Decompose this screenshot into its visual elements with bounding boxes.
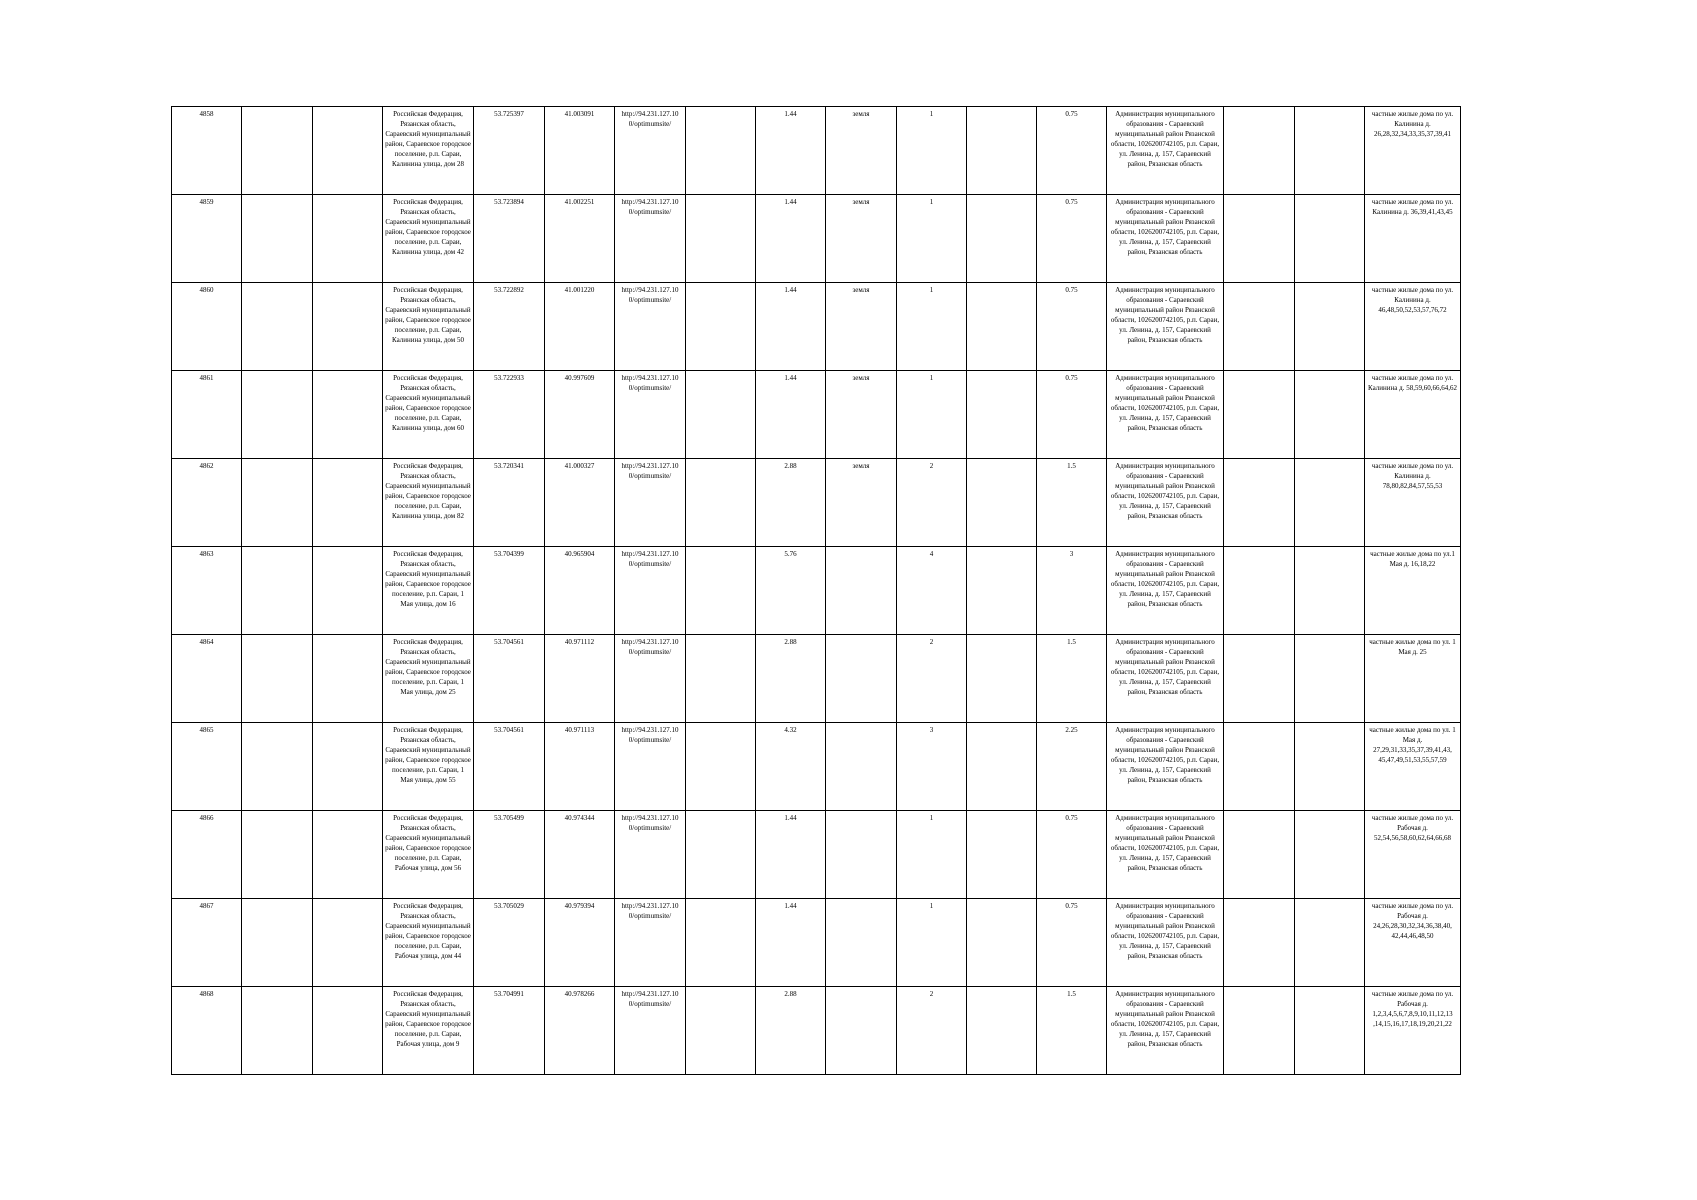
surface-material-cell (826, 723, 897, 811)
longitude-cell: 41.000327 (545, 459, 615, 547)
empty-cell (967, 371, 1037, 459)
container-volume-cell: 0.75 (1037, 195, 1107, 283)
empty-cell (242, 547, 313, 635)
row-id-cell: 4864 (172, 635, 242, 723)
map-url-cell: http://94.231.127.10 0/optimumsite/ (615, 195, 686, 283)
map-url-cell: http://94.231.127.10 0/optimumsite/ (615, 107, 686, 195)
longitude-cell: 41.002251 (545, 195, 615, 283)
longitude-cell: 40.971112 (545, 635, 615, 723)
empty-cell (1224, 459, 1295, 547)
latitude-cell: 53.725397 (474, 107, 545, 195)
container-count-cell: 1 (897, 107, 967, 195)
latitude-cell: 53.722933 (474, 371, 545, 459)
served-buildings-cell: частные жилые дома по ул. 1 Мая д. 25 (1365, 635, 1461, 723)
empty-cell (313, 107, 383, 195)
empty-cell (242, 635, 313, 723)
address-cell: Российская Федерация, Рязанская область, Сараевский муниципальный район, Сараевское городское поселение, р.п. Сараи, Рабочая улица, дом 9 (383, 987, 474, 1075)
empty-cell (967, 459, 1037, 547)
latitude-cell: 53.704399 (474, 547, 545, 635)
container-count-cell: 4 (897, 547, 967, 635)
owner-cell: Администрация муниципального образования - Сараевский муниципальный район Рязанской области, 1026200742105, р.п. Сараи, ул. Ленина, д. 157, Сараевский район, Рязанская область (1107, 987, 1224, 1075)
table-row (172, 987, 1461, 1075)
longitude-cell: 40.965904 (545, 547, 615, 635)
empty-cell (686, 547, 756, 635)
area-cell: 1.44 (756, 283, 826, 371)
empty-cell (686, 283, 756, 371)
row-id-cell: 4867 (172, 899, 242, 987)
container-volume-cell: 1.5 (1037, 459, 1107, 547)
empty-cell (1224, 547, 1295, 635)
container-count-cell: 1 (897, 811, 967, 899)
address-cell: Российская Федерация, Рязанская область, Сараевский муниципальный район, Сараевское городское поселение, р.п. Сараи, Калинина улица, дом 50 (383, 283, 474, 371)
area-cell: 4.32 (756, 723, 826, 811)
container-count-cell: 2 (897, 987, 967, 1075)
area-cell: 2.88 (756, 459, 826, 547)
served-buildings-cell: частные жилые дома по ул. Калинина д. 58,59,60,66,64,62 (1365, 371, 1461, 459)
served-buildings-cell: частные жилые дома по ул. Калинина д. 78,80,82,84,57,55,53 (1365, 459, 1461, 547)
served-buildings-cell: частные жилые дома по ул. Калинина д. 26,28,32,34,33,35,37,39,41 (1365, 107, 1461, 195)
owner-cell: Администрация муниципального образования - Сараевский муниципальный район Рязанской области, 1026200742105, р.п. Сараи, ул. Ленина, д. 157, Сараевский район, Рязанская область (1107, 283, 1224, 371)
address-cell: Российская Федерация, Рязанская область, Сараевский муниципальный район, Сараевское городское поселение, р.п. Сараи, Рабочая улица, дом 56 (383, 811, 474, 899)
empty-cell (1224, 371, 1295, 459)
empty-cell (313, 635, 383, 723)
latitude-cell: 53.705029 (474, 899, 545, 987)
address-cell: Российская Федерация, Рязанская область, Сараевский муниципальный район, Сараевское городское поселение, р.п. Сараи, Калинина улица, дом 60 (383, 371, 474, 459)
row-id-cell: 4868 (172, 987, 242, 1075)
address-cell: Российская Федерация, Рязанская область, Сараевский муниципальный район, Сараевское городское поселение, р.п. Сараи, 1 Мая улица, дом 55 (383, 723, 474, 811)
address-cell: Российская Федерация, Рязанская область, Сараевский муниципальный район, Сараевское городское поселение, р.п. Сараи, Калинина улица, дом 82 (383, 459, 474, 547)
area-cell: 1.44 (756, 899, 826, 987)
area-cell: 2.88 (756, 635, 826, 723)
owner-cell: Администрация муниципального образования - Сараевский муниципальный район Рязанской области, 1026200742105, р.п. Сараи, ул. Ленина, д. 157, Сараевский район, Рязанская область (1107, 107, 1224, 195)
table-row (172, 283, 1461, 371)
empty-cell (1295, 459, 1365, 547)
table-row (172, 195, 1461, 283)
surface-material-cell (826, 635, 897, 723)
empty-cell (686, 811, 756, 899)
empty-cell (1295, 899, 1365, 987)
owner-cell: Администрация муниципального образования - Сараевский муниципальный район Рязанской области, 1026200742105, р.п. Сараи, ул. Ленина, д. 157, Сараевский район, Рязанская область (1107, 195, 1224, 283)
row-id-cell: 4859 (172, 195, 242, 283)
owner-cell: Администрация муниципального образования - Сараевский муниципальный район Рязанской области, 1026200742105, р.п. Сараи, ул. Ленина, д. 157, Сараевский район, Рязанская область (1107, 547, 1224, 635)
empty-cell (242, 723, 313, 811)
empty-cell (1295, 195, 1365, 283)
row-id-cell: 4865 (172, 723, 242, 811)
container-volume-cell: 0.75 (1037, 283, 1107, 371)
address-cell: Российская Федерация, Рязанская область, Сараевский муниципальный район, Сараевское городское поселение, р.п. Сараи, Калинина улица, дом 28 (383, 107, 474, 195)
empty-cell (313, 459, 383, 547)
empty-cell (1224, 811, 1295, 899)
longitude-cell: 40.979394 (545, 899, 615, 987)
address-cell: Российская Федерация, Рязанская область, Сараевский муниципальный район, Сараевское городское поселение, р.п. Сараи, Калинина улица, дом 42 (383, 195, 474, 283)
table-row (172, 811, 1461, 899)
container-volume-cell: 2.25 (1037, 723, 1107, 811)
latitude-cell: 53.704561 (474, 723, 545, 811)
surface-material-cell (826, 547, 897, 635)
empty-cell (686, 987, 756, 1075)
area-cell: 1.44 (756, 371, 826, 459)
empty-cell (967, 107, 1037, 195)
map-url-cell: http://94.231.127.10 0/optimumsite/ (615, 547, 686, 635)
owner-cell: Администрация муниципального образования - Сараевский муниципальный район Рязанской области, 1026200742105, р.п. Сараи, ул. Ленина, д. 157, Сараевский район, Рязанская область (1107, 811, 1224, 899)
map-url-cell: http://94.231.127.10 0/optimumsite/ (615, 899, 686, 987)
latitude-cell: 53.723894 (474, 195, 545, 283)
empty-cell (967, 195, 1037, 283)
latitude-cell: 53.722892 (474, 283, 545, 371)
map-url-cell: http://94.231.127.10 0/optimumsite/ (615, 635, 686, 723)
container-count-cell: 1 (897, 899, 967, 987)
empty-cell (967, 283, 1037, 371)
empty-cell (313, 987, 383, 1075)
empty-cell (967, 811, 1037, 899)
container-volume-cell: 0.75 (1037, 107, 1107, 195)
empty-cell (686, 371, 756, 459)
empty-cell (1295, 811, 1365, 899)
table-row (172, 459, 1461, 547)
area-cell: 2.88 (756, 987, 826, 1075)
empty-cell (1295, 107, 1365, 195)
surface-material-cell: земля (826, 107, 897, 195)
empty-cell (686, 899, 756, 987)
address-cell: Российская Федерация, Рязанская область, Сараевский муниципальный район, Сараевское городское поселение, р.п. Сараи, Рабочая улица, дом 44 (383, 899, 474, 987)
area-cell: 5.76 (756, 547, 826, 635)
area-cell: 1.44 (756, 107, 826, 195)
empty-cell (1295, 723, 1365, 811)
container-count-cell: 2 (897, 635, 967, 723)
empty-cell (1224, 283, 1295, 371)
empty-cell (1224, 107, 1295, 195)
owner-cell: Администрация муниципального образования - Сараевский муниципальный район Рязанской области, 1026200742105, р.п. Сараи, ул. Ленина, д. 157, Сараевский район, Рязанская область (1107, 635, 1224, 723)
empty-cell (1295, 987, 1365, 1075)
surface-material-cell (826, 899, 897, 987)
latitude-cell: 53.720341 (474, 459, 545, 547)
empty-cell (1295, 371, 1365, 459)
empty-cell (242, 987, 313, 1075)
container-count-cell: 1 (897, 283, 967, 371)
empty-cell (313, 195, 383, 283)
empty-cell (686, 635, 756, 723)
empty-cell (313, 899, 383, 987)
container-volume-cell: 0.75 (1037, 899, 1107, 987)
row-id-cell: 4862 (172, 459, 242, 547)
area-cell: 1.44 (756, 811, 826, 899)
map-url-cell: http://94.231.127.10 0/optimumsite/ (615, 371, 686, 459)
empty-cell (967, 723, 1037, 811)
empty-cell (1295, 635, 1365, 723)
empty-cell (1224, 195, 1295, 283)
container-volume-cell: 1.5 (1037, 635, 1107, 723)
empty-cell (686, 107, 756, 195)
map-url-cell: http://94.231.127.10 0/optimumsite/ (615, 723, 686, 811)
row-id-cell: 4866 (172, 811, 242, 899)
empty-cell (242, 283, 313, 371)
container-count-cell: 3 (897, 723, 967, 811)
row-id-cell: 4860 (172, 283, 242, 371)
table-row (172, 547, 1461, 635)
served-buildings-cell: частные жилые дома по ул.1 Мая д. 16,18,22 (1365, 547, 1461, 635)
served-buildings-cell: частные жилые дома по ул. Калинина д. 36,39,41,43,45 (1365, 195, 1461, 283)
container-volume-cell: 1.5 (1037, 987, 1107, 1075)
empty-cell (313, 283, 383, 371)
container-volume-cell: 3 (1037, 547, 1107, 635)
container-volume-cell: 0.75 (1037, 811, 1107, 899)
empty-cell (967, 635, 1037, 723)
served-buildings-cell: частные жилые дома по ул. Рабочая д. 52,54,56,58,60,62,64,66,68 (1365, 811, 1461, 899)
registry-table (171, 106, 1461, 1075)
container-volume-cell: 0.75 (1037, 371, 1107, 459)
table-row (172, 107, 1461, 195)
empty-cell (686, 195, 756, 283)
table-row (172, 371, 1461, 459)
map-url-cell: http://94.231.127.10 0/optimumsite/ (615, 811, 686, 899)
area-cell: 1.44 (756, 195, 826, 283)
empty-cell (313, 547, 383, 635)
address-cell: Российская Федерация, Рязанская область, Сараевский муниципальный район, Сараевское городское поселение, р.п. Сараи, 1 Мая улица, дом 16 (383, 547, 474, 635)
table-row (172, 635, 1461, 723)
map-url-cell: http://94.231.127.10 0/optimumsite/ (615, 459, 686, 547)
row-id-cell: 4863 (172, 547, 242, 635)
empty-cell (242, 107, 313, 195)
empty-cell (313, 811, 383, 899)
surface-material-cell (826, 811, 897, 899)
empty-cell (686, 459, 756, 547)
container-count-cell: 1 (897, 371, 967, 459)
longitude-cell: 41.003091 (545, 107, 615, 195)
owner-cell: Администрация муниципального образования - Сараевский муниципальный район Рязанской области, 1026200742105, р.п. Сараи, ул. Ленина, д. 157, Сараевский район, Рязанская область (1107, 723, 1224, 811)
empty-cell (1224, 723, 1295, 811)
empty-cell (1295, 283, 1365, 371)
empty-cell (967, 987, 1037, 1075)
owner-cell: Администрация муниципального образования - Сараевский муниципальный район Рязанской области, 1026200742105, р.п. Сараи, ул. Ленина, д. 157, Сараевский район, Рязанская область (1107, 371, 1224, 459)
surface-material-cell: земля (826, 459, 897, 547)
map-url-cell: http://94.231.127.10 0/optimumsite/ (615, 987, 686, 1075)
surface-material-cell: земля (826, 371, 897, 459)
longitude-cell: 41.001220 (545, 283, 615, 371)
latitude-cell: 53.705499 (474, 811, 545, 899)
empty-cell (967, 547, 1037, 635)
container-count-cell: 2 (897, 459, 967, 547)
owner-cell: Администрация муниципального образования - Сараевский муниципальный район Рязанской области, 1026200742105, р.п. Сараи, ул. Ленина, д. 157, Сараевский район, Рязанская область (1107, 459, 1224, 547)
empty-cell (967, 899, 1037, 987)
empty-cell (313, 723, 383, 811)
empty-cell (313, 371, 383, 459)
empty-cell (242, 459, 313, 547)
container-count-cell: 1 (897, 195, 967, 283)
map-url-cell: http://94.231.127.10 0/optimumsite/ (615, 283, 686, 371)
empty-cell (1224, 899, 1295, 987)
table-row (172, 723, 1461, 811)
empty-cell (242, 811, 313, 899)
empty-cell (242, 371, 313, 459)
empty-cell (1224, 635, 1295, 723)
longitude-cell: 40.997609 (545, 371, 615, 459)
row-id-cell: 4858 (172, 107, 242, 195)
table-row (172, 899, 1461, 987)
latitude-cell: 53.704991 (474, 987, 545, 1075)
served-buildings-cell: частные жилые дома по ул. Калинина д. 46,48,50,52,53,57,76,72 (1365, 283, 1461, 371)
empty-cell (242, 195, 313, 283)
served-buildings-cell: частные жилые дома по ул. Рабочая д. 24,26,28,30,32,34,36,38,40, 42,44,46,48,50 (1365, 899, 1461, 987)
served-buildings-cell: частные жилые дома по ул. Рабочая д. 1,2,3,4,5,6,7,8,9,10,11,12,13 ,14,15,16,17,18,19,20,21,22 (1365, 987, 1461, 1075)
empty-cell (242, 899, 313, 987)
surface-material-cell: земля (826, 195, 897, 283)
empty-cell (1295, 547, 1365, 635)
served-buildings-cell: частные жилые дома по ул. 1 Мая д. 27,29,31,33,35,37,39,41,43, 45,47,49,51,53,55,57,59 (1365, 723, 1461, 811)
empty-cell (686, 723, 756, 811)
surface-material-cell: земля (826, 283, 897, 371)
surface-material-cell (826, 987, 897, 1075)
row-id-cell: 4861 (172, 371, 242, 459)
empty-cell (1224, 987, 1295, 1075)
longitude-cell: 40.971113 (545, 723, 615, 811)
owner-cell: Администрация муниципального образования - Сараевский муниципальный район Рязанской области, 1026200742105, р.п. Сараи, ул. Ленина, д. 157, Сараевский район, Рязанская область (1107, 899, 1224, 987)
latitude-cell: 53.704561 (474, 635, 545, 723)
longitude-cell: 40.974344 (545, 811, 615, 899)
longitude-cell: 40.978266 (545, 987, 615, 1075)
address-cell: Российская Федерация, Рязанская область, Сараевский муниципальный район, Сараевское городское поселение, р.п. Сараи, 1 Мая улица, дом 25 (383, 635, 474, 723)
